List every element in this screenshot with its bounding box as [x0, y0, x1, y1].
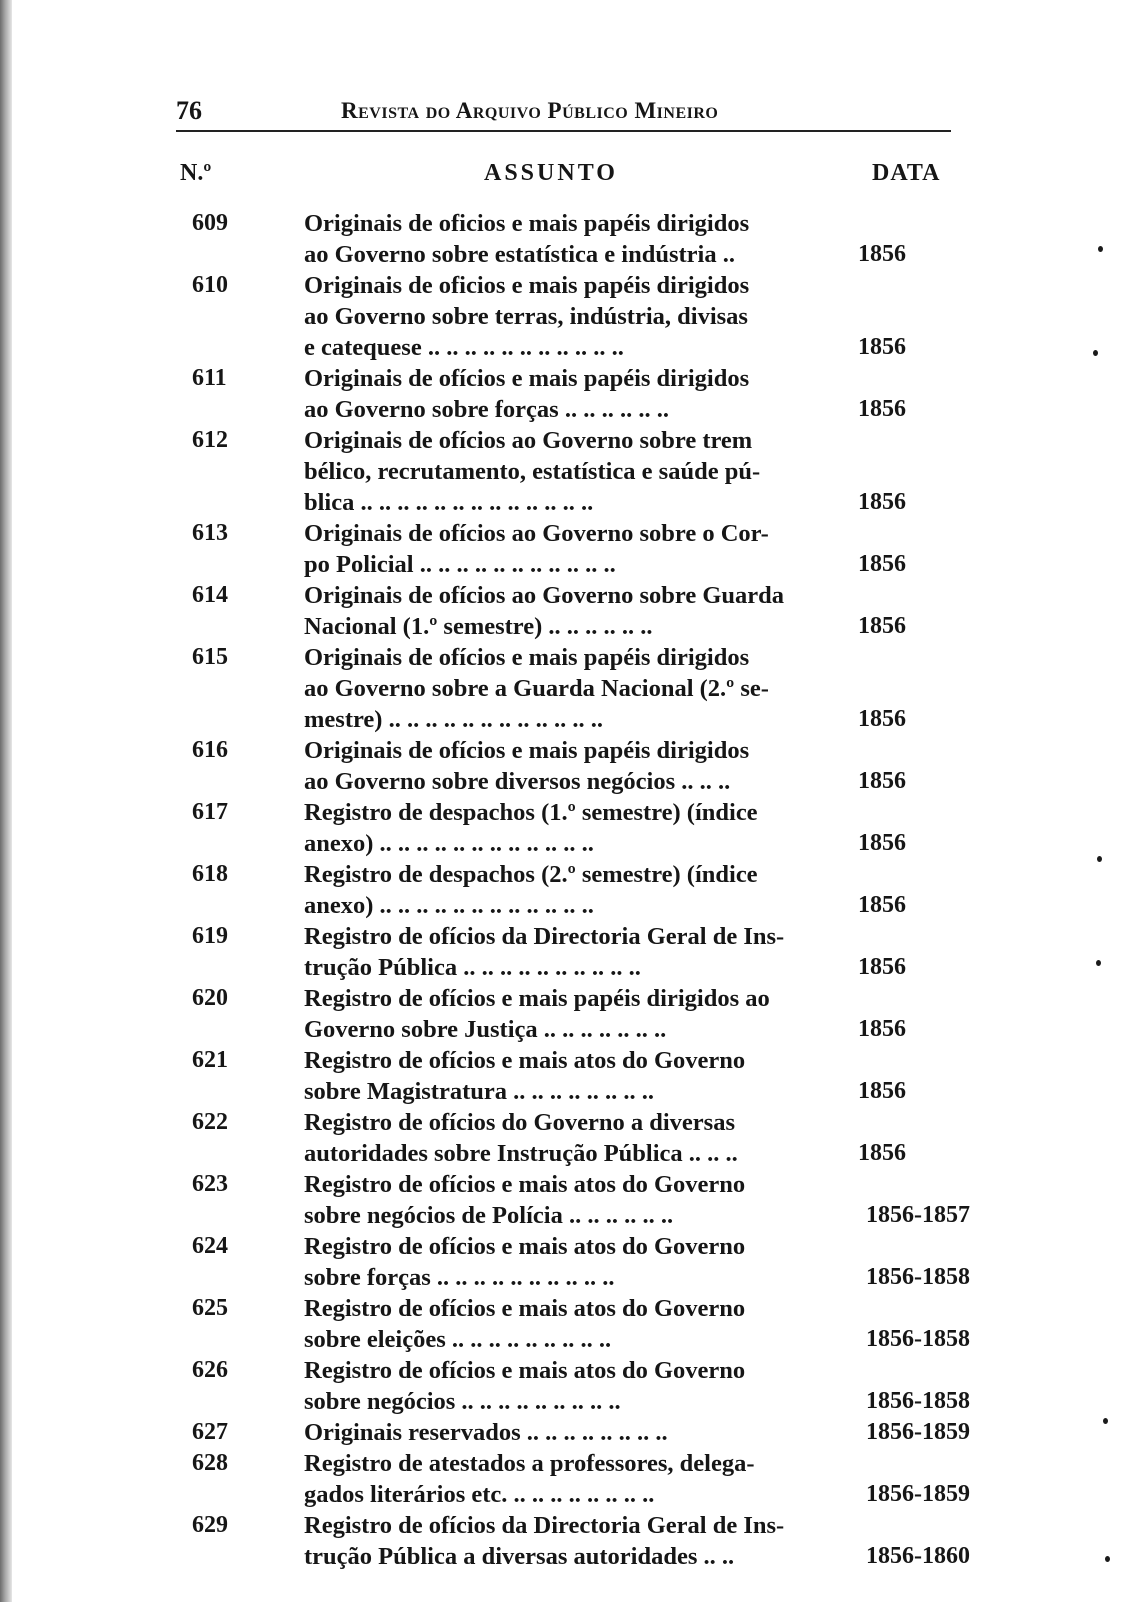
entry-number: 612 [192, 427, 228, 453]
entry-subject-line: gados literários etc. .. .. .. .. .. .. .. .. [304, 1481, 655, 1508]
column-header-subject: ASSUNTO [484, 160, 618, 186]
entry-subject-line: Registro de despachos (2.º semestre) (índice [304, 861, 758, 888]
entry-subject [304, 1510, 817, 1572]
entry-subject-line: ao Governo sobre estatística e indústria .. [304, 241, 735, 268]
catalog-entry [0, 1355, 1148, 1417]
catalog-entry [0, 1293, 1148, 1355]
entry-date: 1856 [858, 1078, 906, 1104]
entry-number: 626 [192, 1357, 228, 1383]
catalog-entry [0, 1045, 1148, 1107]
entry-date: 1856-1860 [866, 1543, 970, 1569]
entry-subject [304, 859, 817, 921]
entry-number: 628 [192, 1450, 228, 1476]
entry-date: 1856 [858, 551, 906, 577]
entry-subject [304, 1045, 817, 1107]
running-head [176, 96, 951, 132]
entry-subject-line: sobre negócios .. .. .. .. .. .. .. .. .. [304, 1388, 621, 1415]
entry-date: 1856 [858, 396, 906, 422]
entry-subject [304, 518, 817, 580]
entry-date: 1856 [858, 706, 906, 732]
catalog-entry [0, 425, 1148, 518]
entry-subject-line: anexo) .. .. .. .. .. .. .. .. .. .. .. .. [304, 830, 594, 857]
print-speck [1105, 1556, 1110, 1562]
entry-subject [304, 1107, 817, 1169]
entry-subject-line: sobre eleições .. .. .. .. .. .. .. .. .. [304, 1326, 612, 1353]
entry-subject [304, 1355, 817, 1417]
entry-subject-line: Registro de ofícios e mais atos do Governo [304, 1047, 746, 1074]
entry-number: 629 [192, 1512, 228, 1538]
entry-subject [304, 363, 817, 425]
entry-subject-line: e catequese .. .. .. .. .. .. .. .. .. .. .. [304, 334, 624, 361]
entry-subject-line: autoridades sobre Instrução Pública .. .. .. [304, 1140, 738, 1167]
entry-subject-line: ao Governo sobre terras, indústria, divisas [304, 303, 748, 330]
entry-date: 1856-1858 [866, 1264, 970, 1290]
entry-subject-line: Originais de ofícios e mais papéis dirigidos [304, 737, 750, 764]
entry-number: 615 [192, 644, 228, 670]
entry-number: 623 [192, 1171, 228, 1197]
catalog-entry [0, 1448, 1148, 1510]
entry-number: 616 [192, 737, 228, 763]
entry-subject-line: sobre forças .. .. .. .. .. .. .. .. .. .. [304, 1264, 615, 1291]
entry-subject [304, 1169, 817, 1231]
entry-subject-line: anexo) .. .. .. .. .. .. .. .. .. .. .. .. [304, 892, 594, 919]
entry-subject-line: Registro de ofícios e mais atos do Governo [304, 1357, 746, 1384]
entry-subject-line: sobre Magistratura .. .. .. .. .. .. .. .. [304, 1078, 654, 1105]
entry-subject [304, 425, 817, 518]
entry-subject-line: Originais de ofícios e mais papéis dirigidos [304, 365, 750, 392]
entry-subject-line: po Policial .. .. .. .. .. .. .. .. .. .. .. [304, 551, 616, 578]
entry-subject-line: ao Governo sobre forças .. .. .. .. .. .. [304, 396, 669, 423]
entry-number: 610 [192, 272, 228, 298]
entry-subject-line: Originais de ofícios ao Governo sobre trem [304, 427, 753, 454]
entry-subject-line: Originais reservados .. .. .. .. .. .. .. .. [304, 1419, 668, 1446]
entry-date: 1856 [858, 334, 906, 360]
entry-number: 614 [192, 582, 228, 608]
entry-date: 1856 [858, 241, 906, 267]
catalog-entry [0, 642, 1148, 735]
catalog-entry [0, 1510, 1148, 1572]
entry-subject-line: Registro de ofícios e mais atos do Governo [304, 1171, 746, 1198]
catalog-entry [0, 363, 1148, 425]
entry-number: 622 [192, 1109, 228, 1135]
entry-subject [304, 1293, 817, 1355]
entry-subject [304, 208, 817, 270]
print-speck [1096, 960, 1101, 966]
print-speck [1103, 1418, 1108, 1424]
entry-date: 1856 [858, 954, 906, 980]
entry-subject [304, 921, 817, 983]
entry-number: 619 [192, 923, 228, 949]
entry-subject-line: Registro de ofícios da Directoria Geral de Ins- [304, 1512, 785, 1539]
entry-number: 625 [192, 1295, 228, 1321]
entry-subject [304, 1448, 817, 1510]
entry-subject-line: sobre negócios de Polícia .. .. .. .. .. .. [304, 1202, 674, 1229]
entry-date: 1856 [858, 768, 906, 794]
print-speck [1093, 350, 1098, 356]
entry-date: 1856 [858, 1140, 906, 1166]
catalog-entry [0, 983, 1148, 1045]
entry-subject-line: bélico, recrutamento, estatística e saúde pú- [304, 458, 761, 485]
entry-subject-line: Originais de oficios e mais papéis dirigidos [304, 210, 750, 237]
entry-subject [304, 1417, 817, 1448]
entry-date: 1856-1859 [866, 1481, 970, 1507]
entry-number: 621 [192, 1047, 228, 1073]
entry-subject-line: ao Governo sobre diversos negócios .. .. .. [304, 768, 731, 795]
entry-subject-line: Registro de ofícios e mais atos do Governo [304, 1233, 746, 1260]
entry-date: 1856 [858, 489, 906, 515]
entry-subject [304, 1231, 817, 1293]
catalog-entry [0, 1231, 1148, 1293]
entry-date: 1856 [858, 613, 906, 639]
entry-subject [304, 642, 817, 735]
entry-date: 1856-1859 [866, 1419, 970, 1445]
entry-subject [304, 983, 817, 1045]
entry-subject-line: Registro de ofícios e mais atos do Governo [304, 1295, 746, 1322]
entry-subject-line: ao Governo sobre a Guarda Nacional (2.º se- [304, 675, 769, 702]
catalog-entry [0, 270, 1148, 363]
entry-subject-line: mestre) .. .. .. .. .. .. .. .. .. .. .. .. [304, 706, 603, 733]
entry-number: 627 [192, 1419, 228, 1445]
entry-date: 1856 [858, 830, 906, 856]
catalog-entry [0, 580, 1148, 642]
entry-date: 1856-1858 [866, 1388, 970, 1414]
entry-subject-line: Originais de ofícios ao Governo sobre Guarda [304, 582, 785, 609]
catalog-entry [0, 1107, 1148, 1169]
journal-title: Revista do Arquivo Público Mineiro [341, 98, 719, 123]
entry-subject-line: trução Pública .. .. .. .. .. .. .. .. .. .. [304, 954, 641, 981]
entry-subject [304, 797, 817, 859]
entry-date: 1856 [858, 1016, 906, 1042]
entry-subject-line: trução Pública a diversas autoridades .. .. [304, 1543, 735, 1570]
catalog-entry [0, 1169, 1148, 1231]
catalog-entry [0, 518, 1148, 580]
entry-date: 1856-1858 [866, 1326, 970, 1352]
column-header-number: N.º [180, 160, 212, 186]
entry-subject [304, 270, 817, 363]
entry-number: 611 [192, 365, 227, 391]
entry-subject-line: Registro de ofícios do Governo a diversas [304, 1109, 735, 1136]
catalog-entry [0, 859, 1148, 921]
entry-subject-line: Registro de atestados a professores, delega- [304, 1450, 755, 1477]
entry-subject-line: blica .. .. .. .. .. .. .. .. .. .. .. .. .. [304, 489, 594, 516]
page-number: 76 [176, 96, 202, 125]
entry-subject-line: Originais de oficios e mais papéis dirigidos [304, 272, 750, 299]
entry-subject [304, 735, 817, 797]
column-header-date: DATA [872, 160, 941, 186]
entry-number: 618 [192, 861, 228, 887]
entry-date: 1856 [858, 892, 906, 918]
entry-number: 609 [192, 210, 228, 236]
entry-number: 613 [192, 520, 228, 546]
catalog-entry [0, 797, 1148, 859]
entry-subject-line: Originais de ofícios ao Governo sobre o Cor- [304, 520, 769, 547]
catalog-entry [0, 1417, 1148, 1448]
entry-subject-line: Registro de ofícios e mais papéis dirigidos ao [304, 985, 770, 1012]
catalog-entry [0, 208, 1148, 270]
entry-date: 1856-1857 [866, 1202, 970, 1228]
catalog-entry [0, 735, 1148, 797]
print-speck [1097, 856, 1102, 862]
entry-subject-line: Nacional (1.º semestre) .. .. .. .. .. .. [304, 613, 653, 640]
catalog-entry [0, 921, 1148, 983]
entry-number: 617 [192, 799, 228, 825]
entry-subject-line: Registro de ofícios da Directoria Geral de Ins- [304, 923, 785, 950]
entry-subject-line: Governo sobre Justiça .. .. .. .. .. .. .. [304, 1016, 667, 1043]
entry-number: 620 [192, 985, 228, 1011]
entry-number: 624 [192, 1233, 228, 1259]
entry-subject-line: Originais de ofícios e mais papéis dirigidos [304, 644, 750, 671]
print-speck [1098, 246, 1103, 252]
entry-subject [304, 580, 817, 642]
entry-subject-line: Registro de despachos (1.º semestre) (índice [304, 799, 758, 826]
